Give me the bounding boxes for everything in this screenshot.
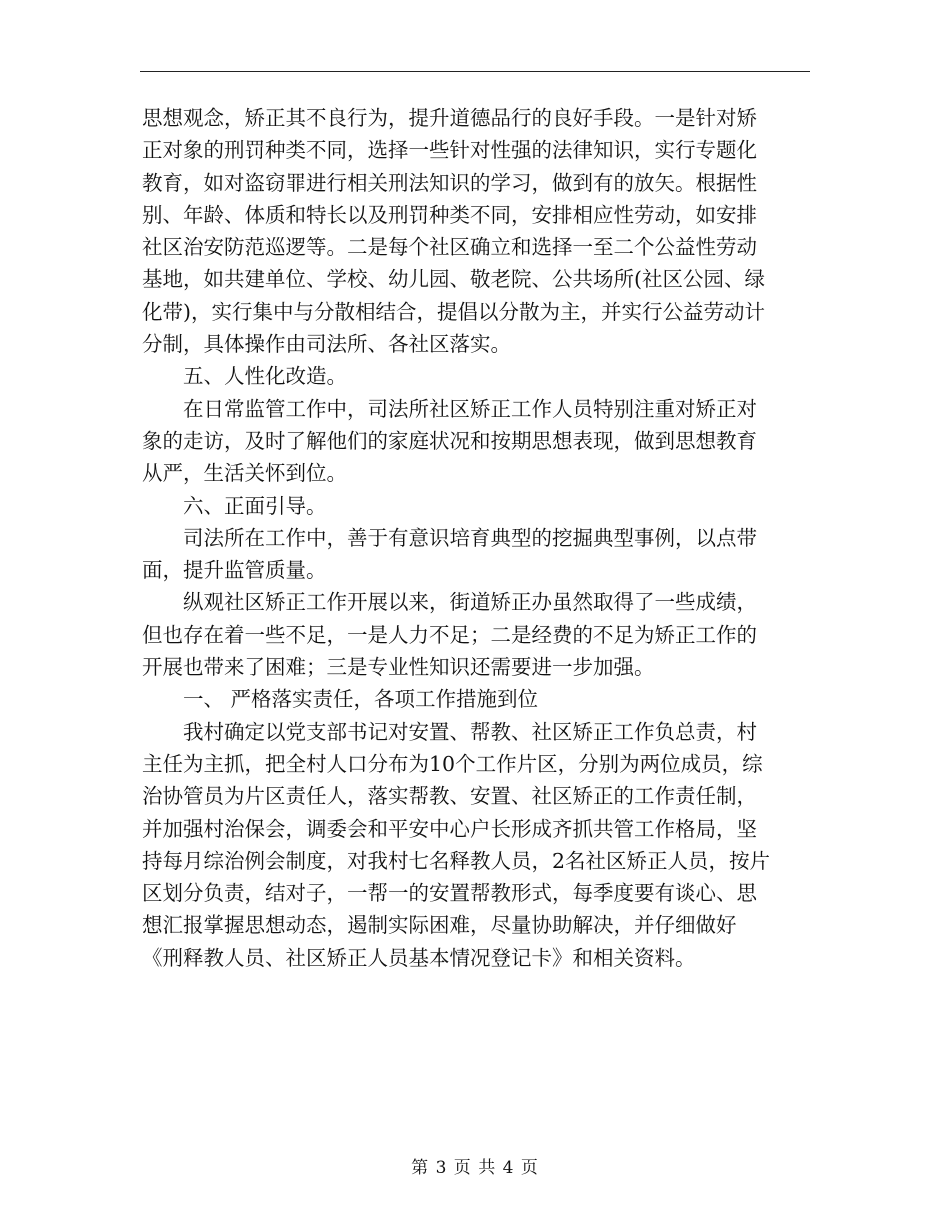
document-body <box>142 102 810 974</box>
text-line: 基地，如共建单位、学校、幼儿园、敬老院、公共场所(社区公园、绿 <box>142 267 765 292</box>
text-line: 象的走访，及时了解他们的家庭状况和按期思想表现，做到思想教育 <box>142 428 757 453</box>
text-line: 化带)，实行集中与分散相结合，提倡以分散为主，并实行公益劳动计 <box>142 299 765 324</box>
text-line: 五、人性化改造。 <box>183 364 347 389</box>
page-number: 第 3 页 共 4 页 <box>411 1158 539 1178</box>
text-line: 面，提升监管质量。 <box>142 558 327 583</box>
text-line: 但也存在着一些不足，一是人力不足；二是经费的不足为矫正工作的 <box>142 622 757 647</box>
text-line: 我村确定以党支部书记对安置、帮教、社区矫正工作负总责，村 <box>183 719 757 744</box>
text-line: 教育，如对盗窃罪进行相关刑法知识的学习，做到有的放矢。根据性 <box>142 170 757 195</box>
header-rule <box>140 71 810 72</box>
text-line: 并加强村治保会，调委会和平安中心户长形成齐抓共管工作格局，坚 <box>142 816 757 841</box>
text-line: 思想观念，矫正其不良行为，提升道德品行的良好手段。一是针对矫 <box>142 106 757 130</box>
text-line: 六、正面引导。 <box>183 493 327 518</box>
text-line: 正对象的刑罚种类不同，选择一些针对性强的法律知识，实行专题化 <box>142 138 757 163</box>
text-line: 持每月综治例会制度，对我村七名释教人员，2名社区矫正人员，按片 <box>142 848 771 873</box>
text-line: 区划分负责，结对子，一帮一的安置帮教形式，每季度要有谈心、思 <box>142 881 757 906</box>
text-line: 在日常监管工作中，司法所社区矫正工作人员特别注重对矫正对 <box>183 396 757 421</box>
text-line: 主任为主抓，把全村人口分布为10个工作片区，分别为两位成员，综 <box>142 751 763 776</box>
text-line: 一、 严格落实责任，各项工作措施到位 <box>183 687 539 712</box>
text-line: 从严，生活关怀到位。 <box>142 461 347 486</box>
text-line: 《刑释教人员、社区矫正人员基本情况登记卡》和相关资料。 <box>142 945 696 970</box>
text-line: 想汇报掌握思想动态，遏制实际困难，尽量协助解决，并仔细做好 <box>142 913 737 938</box>
text-line: 治协管员为片区责任人，落实帮教、安置、社区矫正的工作责任制， <box>142 784 757 809</box>
text-line: 别、年龄、体质和特长以及刑罚种类不同，安排相应性劳动，如安排 <box>142 202 757 227</box>
text-line: 分制，具体操作由司法所、各社区落实。 <box>142 332 511 357</box>
text-line: 纵观社区矫正工作开展以来，街道矫正办虽然取得了一些成绩， <box>183 590 757 615</box>
text-line: 社区治安防范巡逻等。二是每个社区确立和选择一至二个公益性劳动 <box>142 235 757 260</box>
text-line: 司法所在工作中，善于有意识培育典型的挖掘典型事例，以点带 <box>183 525 757 550</box>
text-line: 开展也带来了困难；三是专业性知识还需要进一步加强。 <box>142 655 655 680</box>
